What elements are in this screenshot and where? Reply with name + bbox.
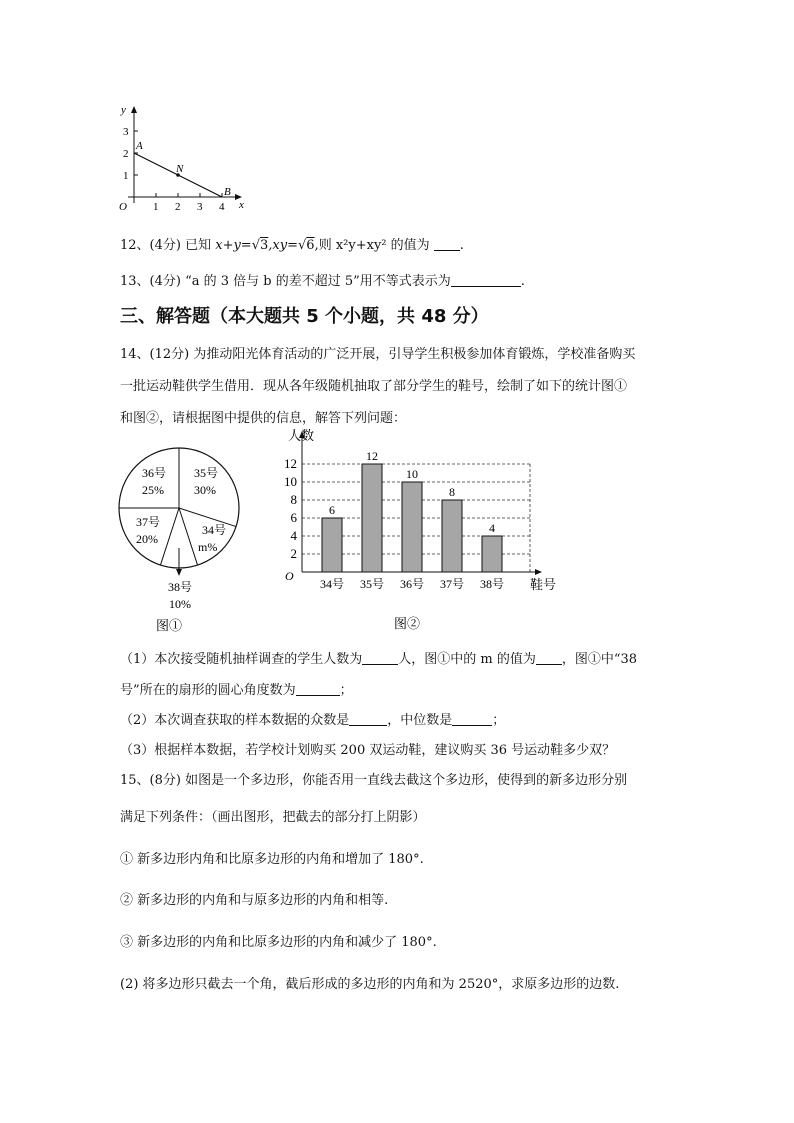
question-13: 13、(4分) “a 的 3 倍与 b 的差不超过 5”用不等式表示为 . — [120, 274, 525, 289]
y-tick-label: 4 — [290, 528, 297, 543]
coordinate-graph — [110, 100, 260, 215]
q15-cond-2: ② 新多边形的内角和与原多边形的内角和相等. — [120, 893, 389, 908]
question-12: 12、(4分) 已知 x+y=√3,xy=√6,则 x²y+xy² 的值为 . — [120, 238, 464, 253]
pie-label-37: 37号 — [136, 515, 161, 529]
y-tick-label: 12 — [284, 456, 297, 471]
origin-label: O — [119, 201, 127, 213]
bar-caption: 图② — [394, 616, 421, 631]
q14-line-3: 和图②，请根据图中提供的信息，解答下列问题： — [120, 411, 407, 426]
pie-percent-36: 25% — [142, 483, 164, 497]
point-a-label: A — [136, 140, 143, 152]
y-tick-label: 10 — [284, 474, 297, 489]
answer-blank[interactable] — [349, 712, 387, 726]
pie-label-34: 34号 — [202, 523, 227, 537]
answer-blank[interactable] — [452, 712, 492, 726]
x-tick-1: 1 — [153, 201, 159, 213]
point-b-label: B — [224, 186, 231, 198]
answer-blank[interactable] — [536, 651, 562, 665]
y-tick-label: 2 — [290, 546, 297, 561]
x-tick-3: 3 — [197, 201, 203, 213]
q15-cond-1: ① 新多边形内角和比原多边形的内角和增加了 180°. — [120, 852, 424, 867]
bar-chart — [280, 425, 580, 635]
bar — [402, 482, 422, 572]
pie-label-35: 35号 — [194, 466, 219, 480]
y-tick-label: 8 — [290, 492, 297, 507]
q14-line-2: 一批运动鞋供学生借用．现从各年级随机抽取了部分学生的鞋号，绘制了如下的统计图① — [120, 379, 628, 394]
y-axis-label: y — [121, 104, 126, 116]
point-n-label: N — [176, 163, 184, 175]
pie-caption: 图① — [156, 618, 183, 633]
pie-percent-35: 30% — [194, 483, 216, 497]
q14-sub1: （1）本次接受随机抽样调查的学生人数为 人，图①中的 m 的值为 ，图①中“38 — [120, 652, 638, 667]
x-axis-label: x — [239, 199, 244, 211]
bar — [482, 536, 502, 572]
bar-origin: O — [285, 569, 294, 583]
bar-data-label: 8 — [449, 485, 455, 499]
q14-sub3: （3）根据样本数据，若学校计划购买 200 双运动鞋，建议购买 36 号运动鞋多少双？ — [120, 743, 616, 758]
bar-y-label: 人数 — [288, 428, 315, 443]
answer-blank[interactable] — [434, 237, 460, 251]
x-tick-4: 4 — [219, 201, 225, 213]
pie-percent-38: 10% — [169, 597, 191, 611]
section-title: 三、解答题（本大题共 5 个小题，共 48 分） — [120, 306, 489, 327]
answer-blank[interactable] — [296, 682, 340, 696]
pie-percent-34: m% — [198, 540, 218, 554]
bar-y-ticks — [284, 456, 298, 561]
answer-blank[interactable] — [362, 651, 398, 665]
sqrt-icon: √ — [251, 238, 260, 253]
bar-data-label: 6 — [329, 503, 335, 517]
q15-part-2: (2) 将多边形只截去一个角，截后形成的多边形的内角和为 2520°，求原多边形的边数. — [120, 977, 620, 992]
sqrt-icon: √ — [297, 238, 307, 253]
q14-sub2: （2）本次调查获取的样本数据的众数是 ，中位数是 ； — [120, 713, 506, 728]
x-tick-2: 2 — [175, 201, 181, 213]
bar — [362, 464, 382, 572]
x-tick-label: 37号 — [439, 577, 465, 591]
x-tick-label: 36号 — [399, 577, 425, 591]
bar-x-label: 鞋号 — [530, 577, 557, 592]
q14-sub1-cont: 号”所在的扇形的圆心角度数为 ； — [120, 683, 353, 698]
pie-label-38: 38号 — [168, 580, 193, 594]
bar-data-label: 10 — [406, 467, 418, 481]
x-tick-label: 35号 — [359, 577, 385, 591]
x-tick-label: 38号 — [479, 577, 505, 591]
bar-x-arrow — [535, 569, 542, 575]
bar — [322, 518, 342, 572]
bar-x-ticks — [320, 577, 504, 591]
pie-chart — [112, 440, 262, 640]
pie-percent-37: 20% — [136, 532, 158, 546]
y-tick-1: 1 — [123, 170, 129, 182]
bar-data-label: 12 — [366, 449, 378, 463]
pie-label-36: 36号 — [142, 466, 167, 480]
y-axis-arrow — [131, 106, 137, 113]
x-tick-label: 34号 — [319, 577, 345, 591]
q14-line-1: 14、(12分) 为推动阳光体育活动的广泛开展，引导学生积极参加体育锻炼，学校准备购买 — [120, 347, 636, 362]
y-tick-label: 6 — [290, 510, 297, 525]
answer-blank[interactable] — [451, 273, 521, 287]
q15-line-2: 满足下列条件：（画出图形，把截去的部分打上阴影） — [120, 810, 426, 825]
q15-cond-3: ③ 新多边形的内角和比原多边形的内角和减少了 180°. — [120, 935, 437, 950]
q15-line-1: 15、(8分) 如图是一个多边形，你能否用一直线去截这个多边形，使得到的新多边形分别 — [120, 773, 628, 788]
bar-data-label: 4 — [489, 521, 495, 535]
y-tick-3: 3 — [123, 126, 129, 138]
y-tick-2: 2 — [123, 148, 129, 160]
arrow-down-icon — [176, 569, 182, 576]
bar — [442, 500, 462, 572]
